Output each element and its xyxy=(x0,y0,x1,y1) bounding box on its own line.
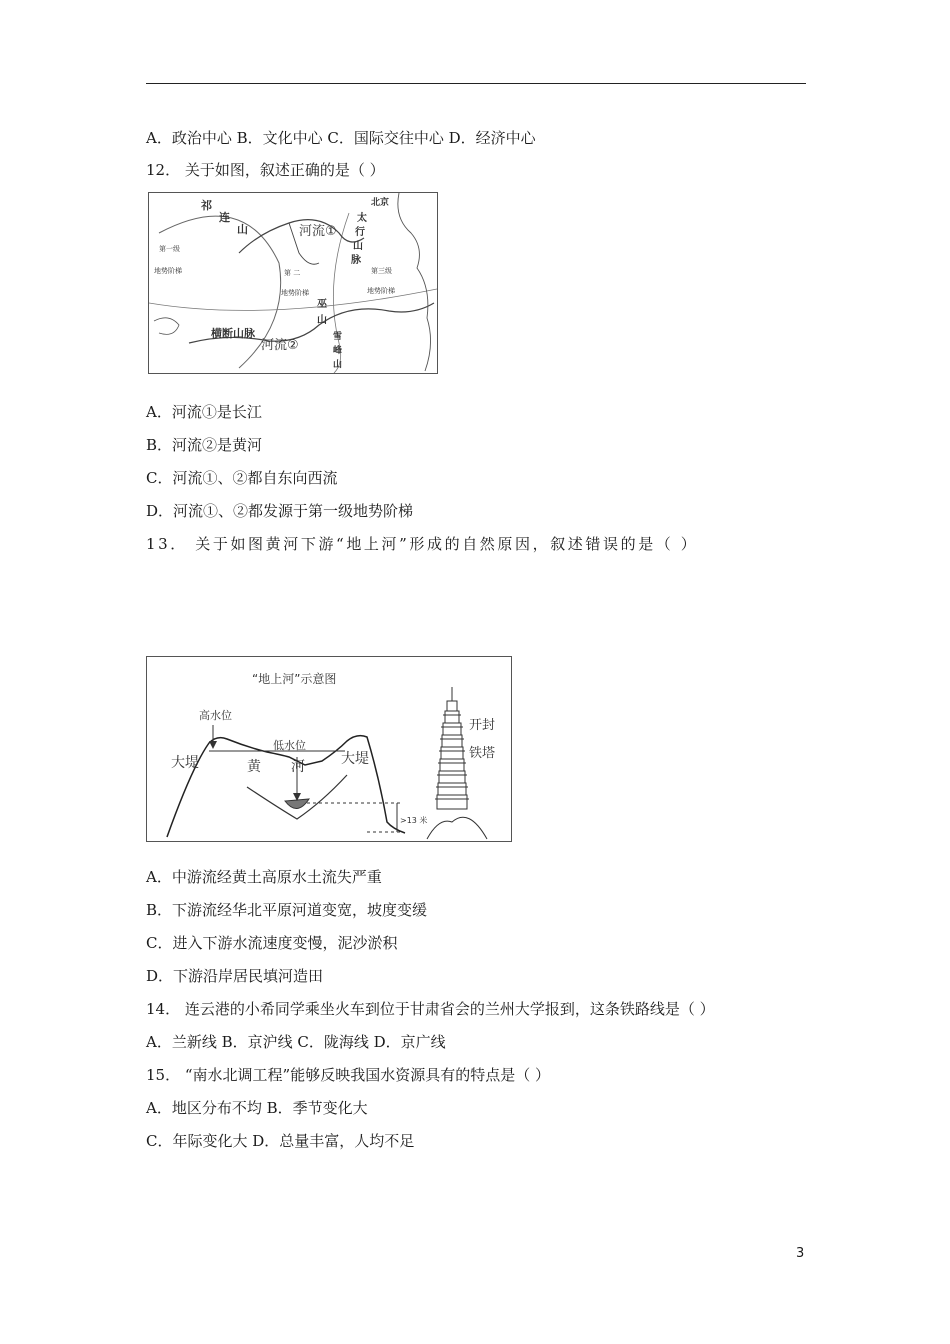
q15-stem: 15． “南水北调工程”能够反映我国水资源具有的特点是（ ） xyxy=(146,1066,550,1084)
xuefeng-label-1: 雪 xyxy=(333,332,343,342)
huang-label: 黄 xyxy=(247,759,261,775)
q12-option-b: B．河流②是黄河 xyxy=(146,436,263,454)
tower-label-1: 开封 xyxy=(469,718,496,733)
elevated-river-diagram xyxy=(147,657,511,841)
qilian-label-3: 山 xyxy=(237,223,248,236)
taihang-label-4: 脉 xyxy=(351,255,361,266)
q14-stem: 14． 连云港的小希同学乘坐火车到位于甘肃省会的兰州大学报到，这条铁路线是（ ） xyxy=(146,1000,715,1018)
he-label: 河 xyxy=(291,759,305,775)
river1-label: 河流① xyxy=(299,224,337,239)
q12-option-a: A．河流①是长江 xyxy=(146,403,262,421)
wushan-label-1: 巫 xyxy=(317,299,327,310)
step3-label-2: 地势阶梯 xyxy=(367,287,395,295)
step2-label-2: 地势阶梯 xyxy=(281,289,309,297)
q13-option-a: A．中游流经黄土高原水土流失严重 xyxy=(146,868,382,886)
q12-option-c: C．河流①、②都自东向西流 xyxy=(146,469,338,487)
q14-options: A．兰新线 B．京沪线 C．陇海线 D．京广线 xyxy=(146,1033,446,1051)
q13-option-c: C．进入下游水流速度变慢，泥沙淤积 xyxy=(146,934,398,952)
dike-right-label: 大堤 xyxy=(341,751,369,767)
river2-label: 河流② xyxy=(261,338,299,353)
step2-label-1: 第 二 xyxy=(284,269,301,277)
low-water-label: 低水位 xyxy=(273,739,306,752)
taihang-label-2: 行 xyxy=(355,227,365,238)
q13-option-d: D．下游沿岸居民填河造田 xyxy=(146,967,324,985)
q11-options: A．政治中心 B．文化中心 C．国际交往中心 D．经济中心 xyxy=(146,129,536,147)
page-number: 3 xyxy=(796,1246,805,1261)
header-rule xyxy=(146,83,806,84)
terrain-map xyxy=(149,193,437,373)
step1-label-2: 地势阶梯 xyxy=(154,267,182,275)
tower-label-2: 铁塔 xyxy=(469,746,496,761)
q15-options-line1: A．地区分布不均 B．季节变化大 xyxy=(146,1099,368,1117)
xuefeng-label-2: 峰 xyxy=(333,346,343,356)
step3-label-1: 第三级 xyxy=(371,267,392,275)
q13-diagram-figure xyxy=(146,656,512,842)
q12-stem: 12． 关于如图，叙述正确的是（ ） xyxy=(146,161,385,179)
qilian-label-1: 祁 xyxy=(201,199,212,212)
taihang-label-3: 山 xyxy=(353,241,363,252)
q12-option-d: D．河流①、②都发源于第一级地势阶梯 xyxy=(146,502,414,520)
q12-map-figure xyxy=(148,192,438,374)
hengduan-label: 横断山脉 xyxy=(211,327,255,340)
q13-stem: 13． 关于如图黄河下游“地上河”形成的自然原因，叙述错误的是（ ） xyxy=(146,535,699,553)
taihang-label-1: 太 xyxy=(357,213,367,224)
q13-option-b: B．下游流经华北平原河道变宽，坡度变缓 xyxy=(146,901,428,919)
beijing-label: 北京 xyxy=(371,198,390,208)
q15-options-line2: C．年际变化大 D．总量丰富，人均不足 xyxy=(146,1132,415,1150)
diagram-title: “地上河”示意图 xyxy=(252,672,337,686)
xuefeng-label-3: 山 xyxy=(333,360,343,370)
height-label: >13 米 xyxy=(400,816,428,825)
wushan-label-2: 山 xyxy=(317,315,327,326)
qilian-label-2: 连 xyxy=(219,211,230,224)
high-water-label: 高水位 xyxy=(199,709,232,722)
pagoda-icon xyxy=(427,687,487,839)
dike-left-label: 大堤 xyxy=(171,755,199,771)
step1-label-1: 第一级 xyxy=(159,245,180,253)
